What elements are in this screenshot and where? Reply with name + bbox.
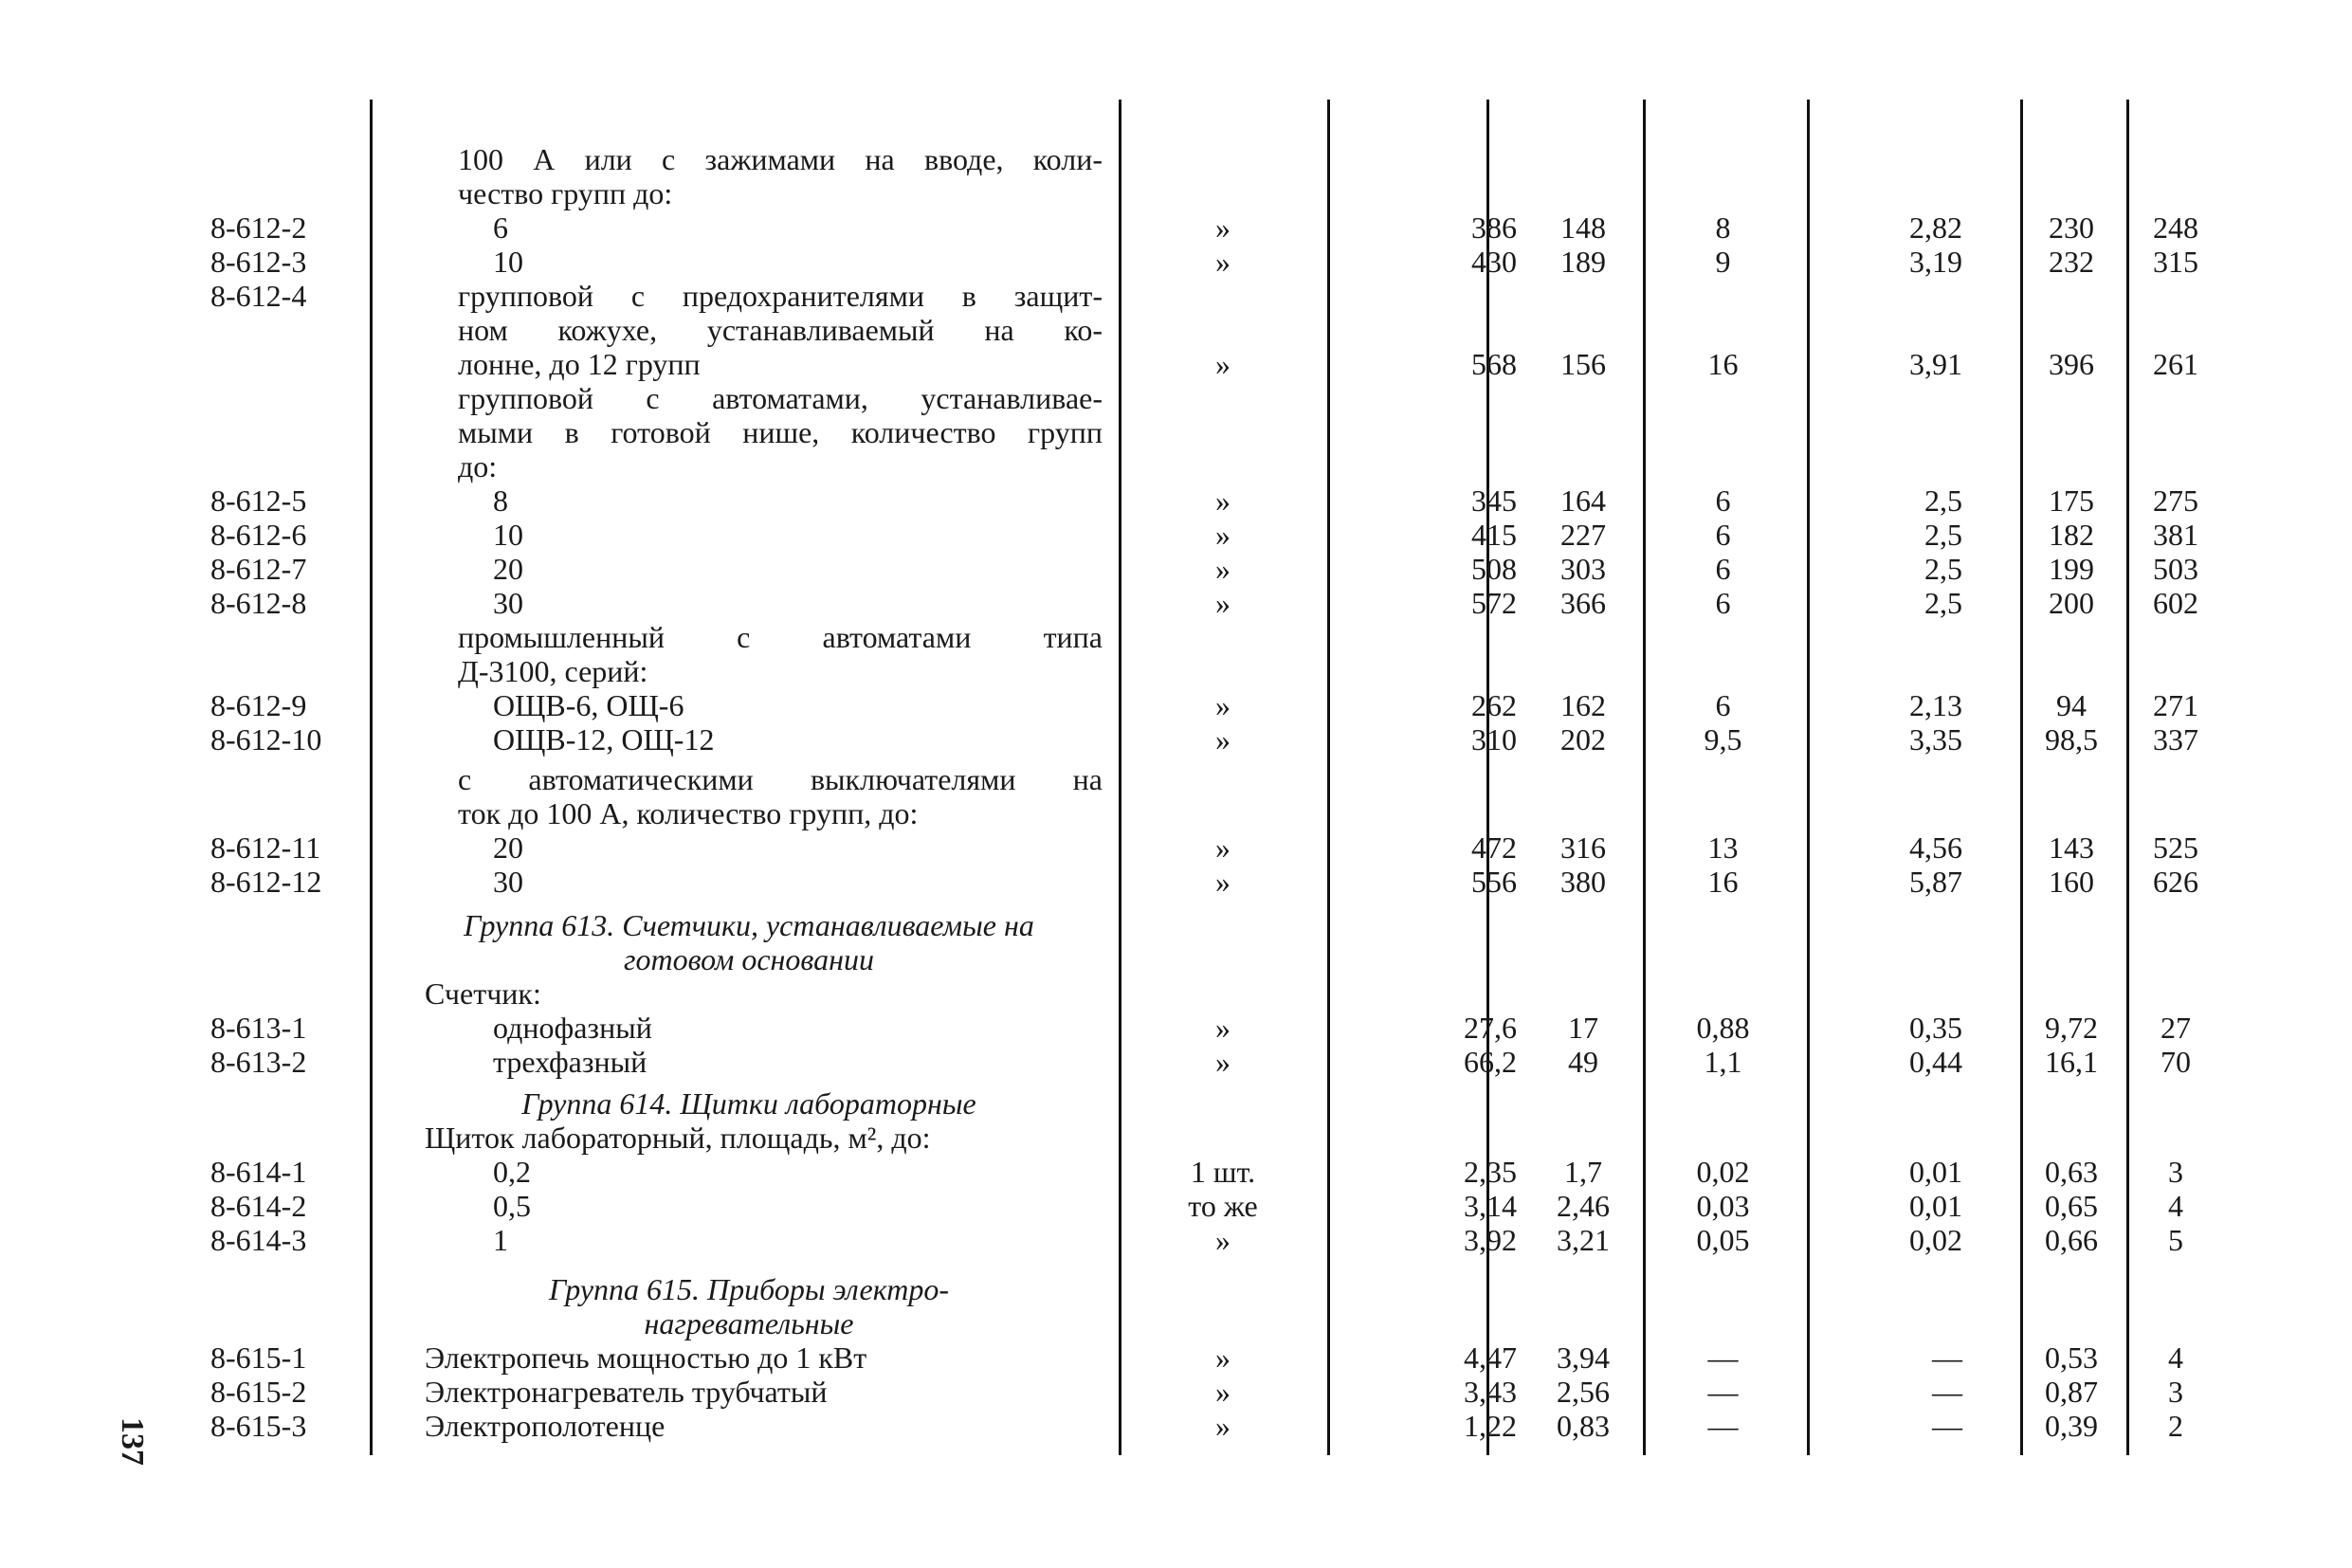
row-description: лонне, до 12 групп (458, 347, 701, 381)
row-description: Счетчик: (425, 976, 541, 1011)
row-col-3: 16 (1707, 347, 1739, 381)
row-col-4: 3,91 (1909, 347, 1962, 381)
row-col-5: 232 (2049, 245, 2094, 279)
row-description: ОЩВ-12, ОЩ-12 (493, 722, 715, 757)
row-col-4: 2,5 (1924, 483, 1962, 518)
row-description: 1 (493, 1223, 508, 1257)
table-row (0, 722, 2352, 757)
row-description: 10 (493, 518, 523, 552)
row-description: 20 (493, 552, 523, 586)
row-description: Электропечь мощностью до 1 кВт (425, 1340, 867, 1375)
row-col-6: 5 (2168, 1223, 2183, 1257)
row-col-1: 430 (1471, 245, 1517, 279)
row-code: 8-612-6 (210, 518, 307, 552)
row-col-4: 4,56 (1909, 830, 1962, 865)
row-col-5: 0,65 (2045, 1189, 2098, 1223)
table-row (0, 1189, 2352, 1223)
row-code: 8-612-2 (210, 210, 307, 245)
row-col-5: 160 (2049, 865, 2094, 899)
table-row (0, 942, 2352, 976)
row-col-5: 230 (2049, 210, 2094, 245)
row-code: 8-612-7 (210, 552, 307, 586)
table-row (0, 1011, 2352, 1045)
row-description: трехфазный (493, 1045, 647, 1079)
row-col-2: 366 (1560, 586, 1606, 620)
row-col-5: 16,1 (2045, 1045, 2098, 1079)
row-col-1: 310 (1471, 722, 1517, 757)
row-unit: » (1215, 586, 1231, 620)
row-description: Группа 613. Счетчики, устанавливаемые на (464, 908, 1034, 942)
row-col-6: 626 (2153, 865, 2198, 899)
row-col-5: 0,39 (2045, 1409, 2098, 1443)
row-col-4: 2,13 (1909, 688, 1962, 722)
table-row (0, 796, 2352, 830)
row-col-2: 49 (1568, 1045, 1598, 1079)
row-col-1: 508 (1471, 552, 1517, 586)
row-col-6: 337 (2153, 722, 2198, 757)
table-row (0, 586, 2352, 620)
row-col-1: 556 (1471, 865, 1517, 899)
row-col-1: 3,43 (1464, 1375, 1517, 1409)
row-unit: » (1215, 722, 1231, 757)
row-col-5: 199 (2049, 552, 2094, 586)
row-col-3: 0,03 (1696, 1189, 1750, 1223)
row-description: групповой с предохранителями в защит- (458, 279, 1103, 313)
row-col-1: 66,2 (1464, 1045, 1517, 1079)
row-code: 8-612-11 (210, 830, 321, 865)
row-col-1: 27,6 (1464, 1011, 1517, 1045)
row-description: 8 (493, 483, 508, 518)
row-col-6: 27 (2161, 1011, 2191, 1045)
row-description: 30 (493, 865, 523, 899)
row-col-5: 0,63 (2045, 1155, 2098, 1189)
row-col-4: 3,19 (1909, 245, 1962, 279)
table-row (0, 976, 2352, 1011)
row-col-1: 262 (1471, 688, 1517, 722)
row-description: 10 (493, 245, 523, 279)
row-col-1: 3,92 (1464, 1223, 1517, 1257)
row-col-2: 380 (1560, 865, 1606, 899)
row-col-6: 261 (2153, 347, 2198, 381)
row-col-2: 202 (1560, 722, 1606, 757)
row-description: групповой с автоматами, устанавливае- (458, 381, 1103, 415)
row-col-5: 9,72 (2045, 1011, 2098, 1045)
row-col-1: 572 (1471, 586, 1517, 620)
row-description: 30 (493, 586, 523, 620)
table-row (0, 1340, 2352, 1375)
row-col-3: — (1707, 1340, 1739, 1375)
row-unit: » (1215, 518, 1231, 552)
row-col-1: 568 (1471, 347, 1517, 381)
row-col-2: 162 (1560, 688, 1606, 722)
table-row (0, 176, 2352, 210)
table-row (0, 279, 2352, 313)
row-col-3: 1,1 (1704, 1045, 1742, 1079)
row-col-1: 2,35 (1464, 1155, 1517, 1189)
row-col-5: 0,87 (2045, 1375, 2098, 1409)
row-col-4: 2,5 (1924, 518, 1962, 552)
row-col-2: 2,46 (1557, 1189, 1610, 1223)
row-description: Электронагреватель трубчатый (425, 1375, 828, 1409)
row-unit: » (1215, 1375, 1231, 1409)
row-description: 100 А или с зажимами на вводе, коли- (458, 142, 1103, 176)
row-description: промышленный с автоматами типа (458, 620, 1103, 654)
table-row (0, 1223, 2352, 1257)
row-col-5: 143 (2049, 830, 2094, 865)
table-row (0, 142, 2352, 176)
table-row (0, 1121, 2352, 1155)
row-description: Щиток лабораторный, площадь, м², до: (425, 1121, 931, 1155)
row-col-3: 6 (1715, 483, 1731, 518)
row-unit: » (1215, 347, 1231, 381)
row-description: 20 (493, 830, 523, 865)
row-col-6: 503 (2153, 552, 2198, 586)
row-col-2: 3,94 (1557, 1340, 1610, 1375)
row-col-5: 175 (2049, 483, 2094, 518)
row-col-5: 94 (2056, 688, 2087, 722)
table-row (0, 483, 2352, 518)
row-col-4: 0,02 (1909, 1223, 1962, 1257)
row-description: 0,2 (493, 1155, 531, 1189)
row-description: ном кожухе, устанавливаемый на ко- (458, 313, 1103, 347)
table-row (0, 1045, 2352, 1079)
table-row (0, 688, 2352, 722)
table-row (0, 654, 2352, 688)
row-description: Группа 614. Щитки лабораторные (521, 1086, 976, 1121)
table-row (0, 245, 2352, 279)
row-col-2: 1,7 (1564, 1155, 1602, 1189)
row-unit: то же (1188, 1189, 1258, 1223)
row-code: 8-614-1 (210, 1155, 307, 1189)
row-unit: » (1215, 865, 1231, 899)
page-number: 137 (115, 1417, 150, 1466)
row-col-6: 315 (2153, 245, 2198, 279)
table-row (0, 415, 2352, 449)
table-row (0, 908, 2352, 942)
row-col-3: 0,02 (1696, 1155, 1750, 1189)
row-col-2: 2,56 (1557, 1375, 1610, 1409)
row-col-1: 386 (1471, 210, 1517, 245)
row-col-3: 0,88 (1696, 1011, 1750, 1045)
table-row (0, 210, 2352, 245)
row-col-2: 164 (1560, 483, 1606, 518)
row-unit: » (1215, 688, 1231, 722)
row-unit: » (1215, 245, 1231, 279)
row-col-2: 303 (1560, 552, 1606, 586)
row-description: 6 (493, 210, 508, 245)
row-col-4: — (1932, 1409, 1962, 1443)
row-col-3: 6 (1715, 518, 1731, 552)
row-description: Электрополотенце (425, 1409, 665, 1443)
row-unit: » (1215, 1409, 1231, 1443)
row-col-4: 0,01 (1909, 1189, 1962, 1223)
row-description: нагревательные (644, 1306, 854, 1340)
row-code: 8-614-3 (210, 1223, 307, 1257)
row-description: до: (458, 449, 498, 483)
row-col-6: 4 (2168, 1340, 2183, 1375)
row-col-3: 6 (1715, 552, 1731, 586)
row-col-4: 2,5 (1924, 586, 1962, 620)
row-col-5: 396 (2049, 347, 2094, 381)
row-col-6: 3 (2168, 1155, 2183, 1189)
row-col-3: 9 (1715, 245, 1731, 279)
row-col-2: 0,83 (1557, 1409, 1610, 1443)
row-col-5: 0,53 (2045, 1340, 2098, 1375)
row-col-4: 0,44 (1909, 1045, 1962, 1079)
row-col-2: 316 (1560, 830, 1606, 865)
row-col-3: — (1707, 1409, 1739, 1443)
row-unit: » (1215, 1223, 1231, 1257)
row-col-6: 70 (2161, 1045, 2191, 1079)
row-col-1: 415 (1471, 518, 1517, 552)
row-col-2: 17 (1568, 1011, 1598, 1045)
row-description: Д-3100, серий: (458, 654, 648, 688)
row-code: 8-615-1 (210, 1340, 307, 1375)
row-col-2: 148 (1560, 210, 1606, 245)
row-col-6: 271 (2153, 688, 2198, 722)
table-row (0, 1306, 2352, 1340)
table-row (0, 449, 2352, 483)
row-col-3: — (1707, 1375, 1739, 1409)
row-col-4: 2,5 (1924, 552, 1962, 586)
row-col-3: 16 (1707, 865, 1739, 899)
table-row (0, 1272, 2352, 1306)
row-col-4: 0,01 (1909, 1155, 1962, 1189)
table-row (0, 552, 2352, 586)
table-row (0, 1409, 2352, 1443)
row-col-6: 275 (2153, 483, 2198, 518)
row-col-2: 189 (1560, 245, 1606, 279)
row-unit: 1 шт. (1190, 1155, 1256, 1189)
row-col-1: 472 (1471, 830, 1517, 865)
table-row (0, 865, 2352, 899)
row-col-1: 345 (1471, 483, 1517, 518)
row-col-3: 0,05 (1696, 1223, 1750, 1257)
row-col-6: 3 (2168, 1375, 2183, 1409)
row-description: мыми в готовой нише, количество групп (458, 415, 1103, 449)
row-col-1: 3,14 (1464, 1189, 1517, 1223)
row-unit: » (1215, 1340, 1231, 1375)
row-description: 0,5 (493, 1189, 531, 1223)
row-code: 8-612-9 (210, 688, 307, 722)
row-col-3: 6 (1715, 688, 1731, 722)
row-description: с автоматическими выключателями на (458, 762, 1103, 796)
table-row (0, 347, 2352, 381)
row-col-4: 3,35 (1909, 722, 1962, 757)
table-row (0, 620, 2352, 654)
row-col-2: 156 (1560, 347, 1606, 381)
row-code: 8-612-12 (210, 865, 322, 899)
row-col-6: 381 (2153, 518, 2198, 552)
row-col-2: 3,21 (1557, 1223, 1610, 1257)
row-description: однофазный (493, 1011, 652, 1045)
row-code: 8-612-3 (210, 245, 307, 279)
row-unit: » (1215, 1045, 1231, 1079)
row-description: ток до 100 А, количество групп, до: (458, 796, 919, 830)
row-unit: » (1215, 210, 1231, 245)
row-col-1: 4,47 (1464, 1340, 1517, 1375)
table-row (0, 830, 2352, 865)
row-unit: » (1215, 1011, 1231, 1045)
row-col-4: 5,87 (1909, 865, 1962, 899)
row-col-3: 9,5 (1704, 722, 1742, 757)
row-col-2: 227 (1560, 518, 1606, 552)
row-code: 8-615-2 (210, 1375, 307, 1409)
row-code: 8-613-1 (210, 1011, 307, 1045)
row-col-3: 6 (1715, 586, 1731, 620)
table-row (0, 518, 2352, 552)
row-description: чество групп до: (458, 176, 673, 210)
row-col-6: 248 (2153, 210, 2198, 245)
row-code: 8-614-2 (210, 1189, 307, 1223)
row-code: 8-612-5 (210, 483, 307, 518)
row-col-5: 200 (2049, 586, 2094, 620)
row-col-5: 182 (2049, 518, 2094, 552)
row-description: ОЩВ-6, ОЩ-6 (493, 688, 684, 722)
row-code: 8-613-2 (210, 1045, 307, 1079)
table-row (0, 762, 2352, 796)
row-col-3: 8 (1715, 210, 1731, 245)
row-col-6: 525 (2153, 830, 2198, 865)
row-code: 8-615-3 (210, 1409, 307, 1443)
table-row (0, 381, 2352, 415)
row-unit: » (1215, 830, 1231, 865)
table-row (0, 1375, 2352, 1409)
row-col-6: 602 (2153, 586, 2198, 620)
row-col-3: 13 (1707, 830, 1739, 865)
row-col-4: — (1932, 1375, 1962, 1409)
row-col-1: 1,22 (1464, 1409, 1517, 1443)
row-description: готовом основании (624, 942, 874, 976)
table-row (0, 1155, 2352, 1189)
row-col-4: 2,82 (1909, 210, 1962, 245)
table-row (0, 1086, 2352, 1121)
row-col-5: 98,5 (2045, 722, 2098, 757)
row-col-6: 4 (2168, 1189, 2183, 1223)
row-col-4: — (1932, 1340, 1962, 1375)
row-unit: » (1215, 552, 1231, 586)
row-col-6: 2 (2168, 1409, 2183, 1443)
row-code: 8-612-10 (210, 722, 322, 757)
table-row (0, 313, 2352, 347)
row-col-5: 0,66 (2045, 1223, 2098, 1257)
row-description: Группа 615. Приборы электро- (548, 1272, 950, 1306)
row-code: 8-612-4 (210, 279, 307, 313)
row-col-4: 0,35 (1909, 1011, 1962, 1045)
row-unit: » (1215, 483, 1231, 518)
row-code: 8-612-8 (210, 586, 307, 620)
